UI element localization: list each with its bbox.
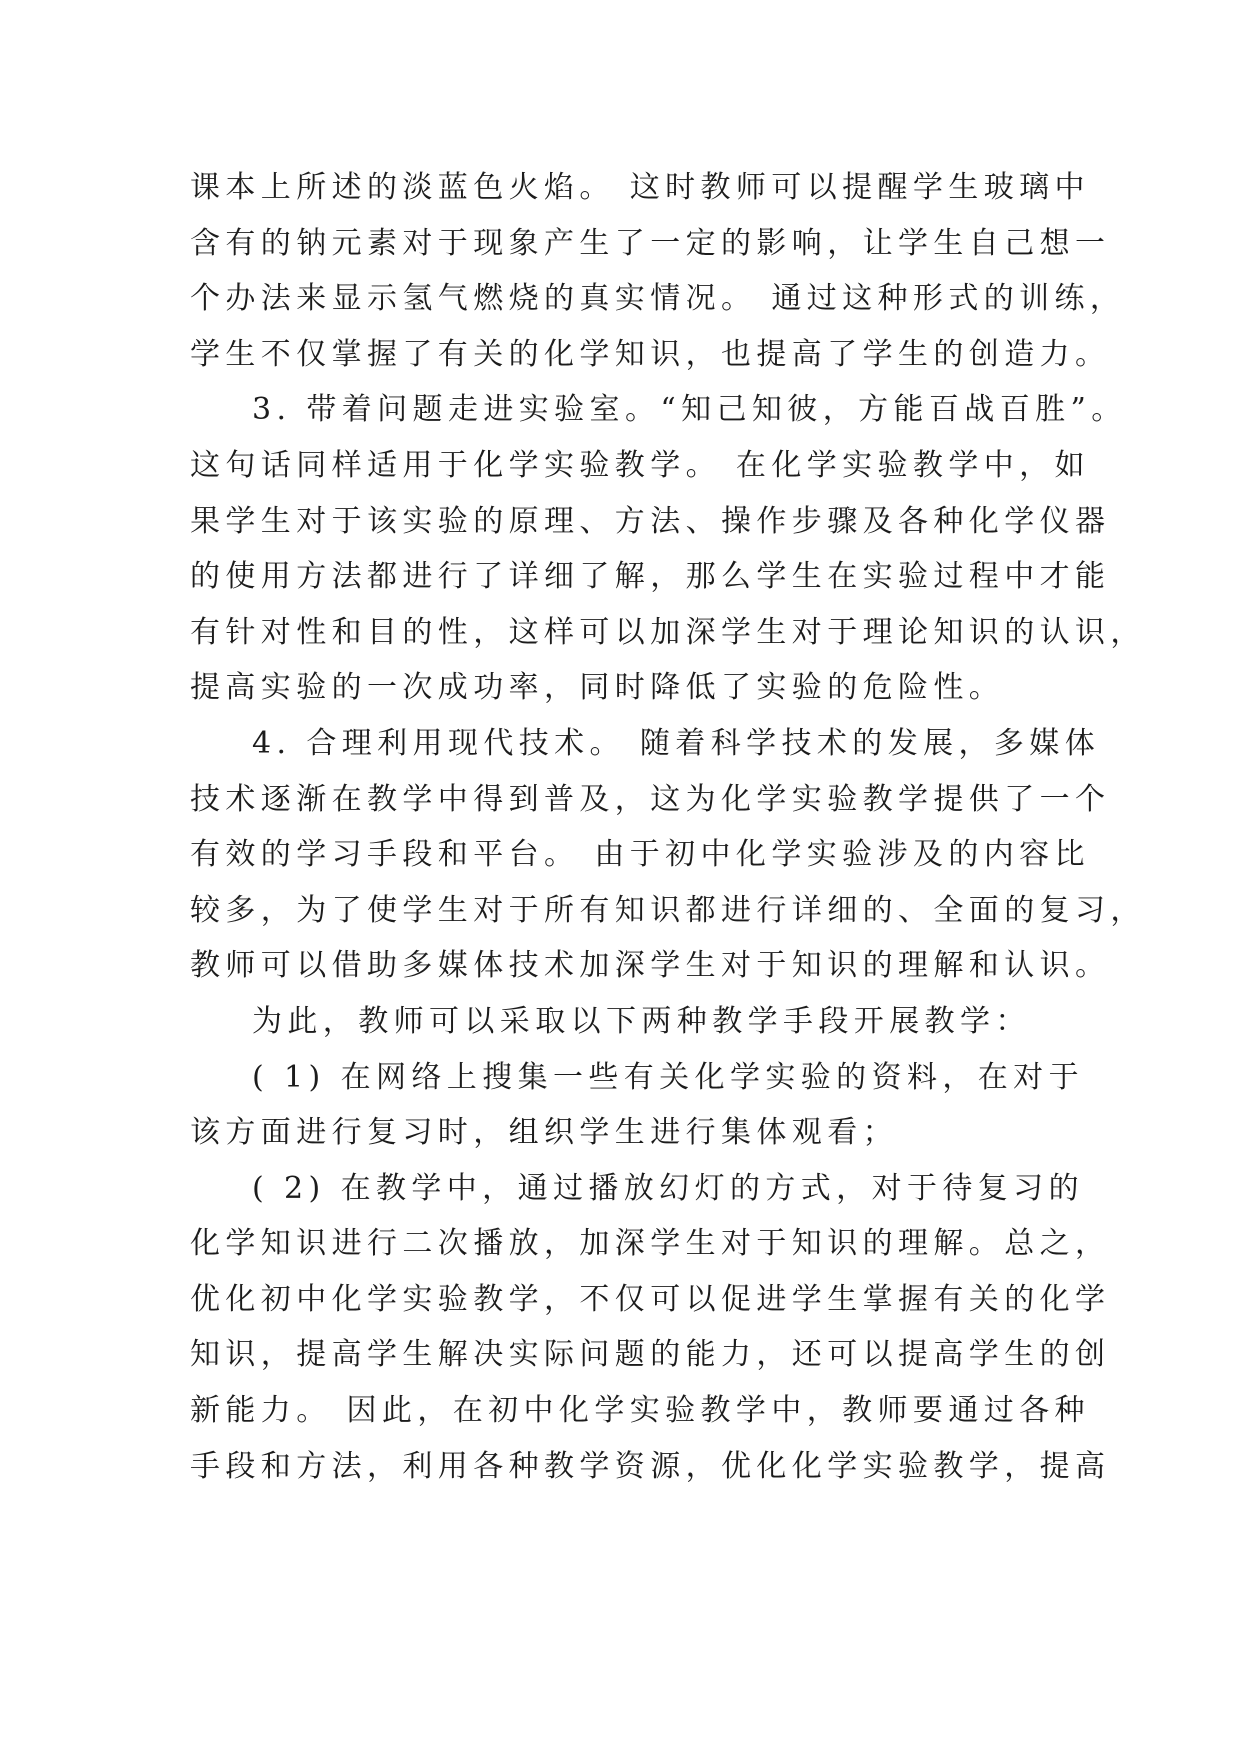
text-line: 为此，教师可以采取以下两种教学手段开展教学：	[252, 1003, 1031, 1039]
paragraph-item-4	[190, 716, 1146, 994]
text-line: ( 2) 在教学中，通过播放幻灯的方式，对于待复习的	[252, 1170, 1084, 1206]
paragraph-method-1	[190, 1050, 1084, 1161]
text-line: 该方面进行复习时，组织学生进行集体观看；	[190, 1115, 898, 1151]
text-line: 优化初中化学实验教学，不仅可以促进学生掌握有关的化学	[190, 1281, 1111, 1317]
text-line: 化学知识进行二次播放，加深学生对于知识的理解。总之，	[190, 1226, 1111, 1262]
text-line: 教师可以借助多媒体技术加深学生对于知识的理解和认识。	[190, 948, 1111, 984]
text-line: 手段和方法，利用各种教学资源，优化化学实验教学，提高	[190, 1448, 1111, 1484]
text-line: 技术逐渐在教学中得到普及，这为化学实验教学提供了一个	[190, 781, 1111, 817]
text-line: 学生不仅掌握了有关的化学知识，也提高了学生的创造力。	[190, 336, 1111, 372]
text-line: 课本上所述的淡蓝色火焰。 这时教师可以提醒学生玻璃中	[190, 170, 1090, 205]
paragraph-methods-intro	[190, 994, 1060, 1050]
text-line: 有效的学习手段和平台。 由于初中化学实验涉及的内容比	[190, 837, 1090, 873]
body-text	[190, 160, 1146, 1494]
text-line: 知识，提高学生解决实际问题的能力，还可以提高学生的创	[190, 1337, 1111, 1373]
text-line: 含有的钠元素对于现象产生了一定的影响，让学生自己想一	[190, 225, 1111, 261]
text-line: 较多，为了使学生对于所有知识都进行详细的、全面的复习，	[190, 892, 1146, 928]
text-line: 个办法来显示氢气燃烧的真实情况。 通过这种形式的训练，	[190, 281, 1126, 317]
text-line: 果学生对于该实验的原理、方法、操作步骤及各种化学仪器	[190, 503, 1111, 539]
paragraph-method-2	[190, 1161, 1111, 1495]
paragraph-item-3	[190, 382, 1146, 716]
text-line: 新能力。 因此，在初中化学实验教学中，教师要通过各种	[190, 1393, 1090, 1429]
paragraph-continuation	[190, 160, 1126, 382]
text-line: 4. 合理利用现代技术。 随着科学技术的发展，多媒体	[252, 725, 1101, 761]
text-line: 3. 带着问题走进实验室。“知己知彼，方能百战百胜”。	[252, 392, 1127, 428]
text-line: 有针对性和目的性，这样可以加深学生对于理论知识的认识，	[190, 614, 1146, 650]
text-line: 提高实验的一次成功率，同时降低了实验的危险性。	[190, 670, 1005, 706]
text-line: 的使用方法都进行了详细了解，那么学生在实验过程中才能	[190, 559, 1111, 595]
text-line: 这句话同样适用于化学实验教学。 在化学实验教学中，如	[190, 447, 1090, 483]
text-line: ( 1) 在网络上搜集一些有关化学实验的资料，在对于	[252, 1059, 1084, 1095]
